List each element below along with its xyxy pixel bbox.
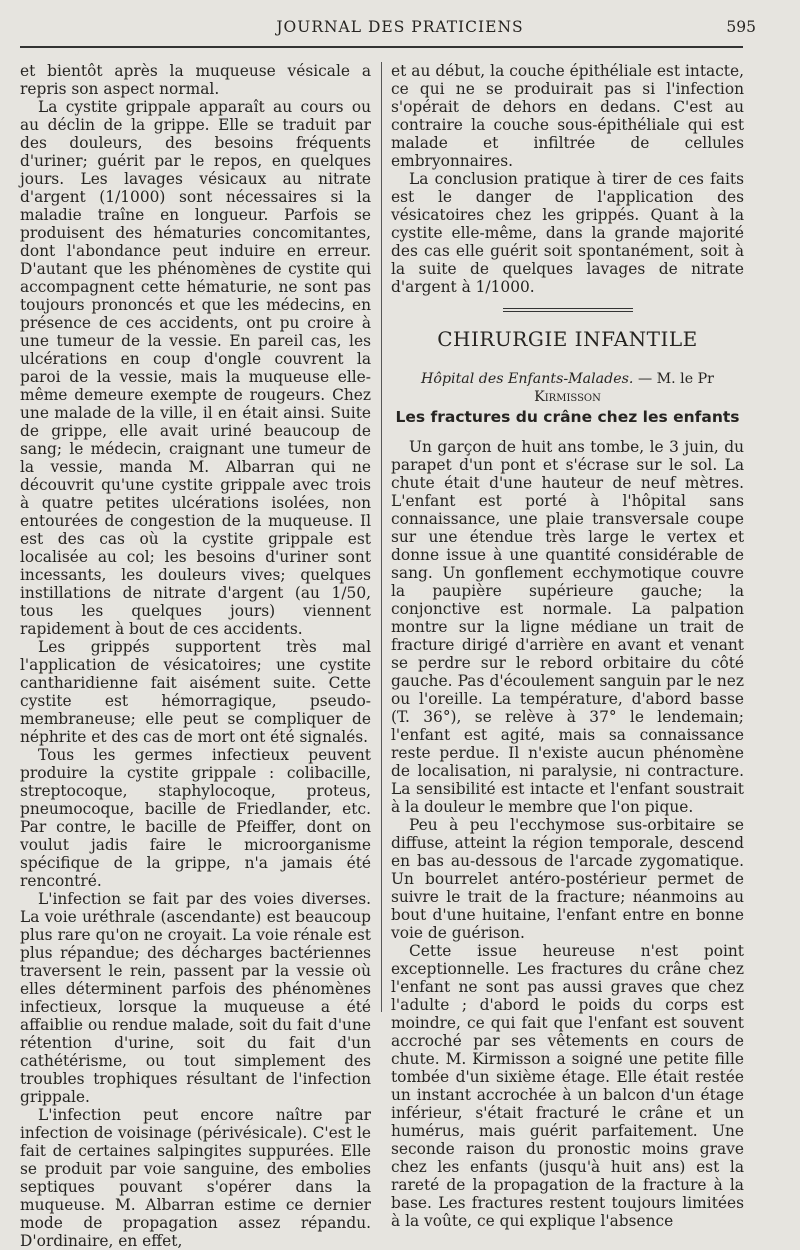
paragraph: La conclusion pratique à tirer de ces faits est le danger de l'application des vésicatoires chez les grippés. Quant à la cystite elle-même, dans la grande majorité des cas elle guérit soit spontanément, soit à la suite de quelques lavages de nitrate d'argent à 1/1000. [391, 170, 744, 296]
column-divider [381, 62, 382, 1012]
paragraph: Peu à peu l'ecchymose sus-orbitaire se diffuse, atteint la région temporale, descend en bas au-dessous de l'arcade zygomatique. Un bourrelet antéro-postérieur permet de suivre le trait de la fracture; néanmoins au bout d'une huitaine, l'enfant entre en bonne voie de guérison. [391, 816, 744, 942]
paragraph: Cette issue heureuse n'est point exceptionnelle. Les fractures du crâne chez l'enfant ne sont pas aussi graves que chez l'adulte ; d'abord le poids du corps est moindre, ce qui fait que l'enfant est souvent accroché par ses vêtements en cours de chute. M. Kirmisson a soigné une petite fille tombée d'un sixième étage. Elle était restée un instant accrochée à un balcon d'un étage inférieur, s'était fracturé le crâne et un humérus, mais guérit parfaitement. Une seconde raison du pronostic moins grave chez les enfants (jusqu'à huit ans) est la rareté de la propagation de la fracture à la base. Les fractures restent toujours limitées à la voûte, ce qui explique l'absence [391, 942, 744, 1230]
header-rule [20, 46, 743, 48]
running-head [20, 18, 780, 40]
article-source [391, 370, 744, 406]
paragraph: Tous les germes infectieux peuvent produire la cystite grippale : colibacille, streptocoque, staphylocoque, proteus, pneumocoque, bacille de Friedlander, etc. Par contre, le bacille de Pfeiffer, dont on voulut jadis faire le microorganisme spécifique de la grippe, n'a jamais été rencontré. [20, 746, 371, 890]
paragraph: L'infection se fait par des voies diverses. La voie uréthrale (ascendante) est beaucoup plus rare qu'on ne croyait. La voie rénale est plus répandue; des décharges bactériennes traversent le rein, passent par la vessie où elles déterminent parfois des phénomènes infectieux, lorsque la muqueuse a été affaiblie ou rendue malade, soit du fait d'une rétention d'urine, soit du fait d'un cathétérisme, ou tout simplement des troubles trophiques résultant de l'infection grippale. [20, 890, 371, 1106]
section-title: CHIRURGIE INFANTILE [437, 327, 698, 351]
paragraph: Un garçon de huit ans tombe, le 3 juin, du parapet d'un pont et s'écrase sur le sol. La chute était d'une hauteur de neuf mètres. L'enfant est porté à l'hôpital sans connaissance, une plaie transversale coupe sur une étendue très large le vertex et donne issue à une quantité considérable de sang. Un gonflement ecchymotique couvre la paupière supérieure gauche; la conjonctive est normale. La palpation montre sur la ligne médiane un trait de fracture dirigé d'arrière en avant et venant se perdre sur le rebord orbitaire du côté gauche. Pas d'écoulement sanguin par le nez ou l'oreille. La température, d'abord basse (T. 36°), se relève à 37° le lendemain; l'enfant est agité, mais sa connaissance reste perdue. Il n'existe aucun phénomène de localisation, ni paralysie, ni contracture. La sensibilité est intacte et l'enfant soustrait à la douleur le membre que l'on pique. [391, 438, 744, 816]
paragraph: et au début, la couche épithéliale est intacte, ce qui ne se produirait pas si l'infection s'opérait de dehors en dedans. C'est au contraire la couche sous-épithéliale qui est malade et infiltrée de cellules embryonnaires. [391, 62, 744, 170]
section-separator [503, 308, 633, 314]
paragraph: et bientôt après la muqueuse vésicale a repris son aspect normal. [20, 62, 371, 98]
paragraph: L'infection peut encore naître par infection de voisinage (périvésicale). C'est le fait de certaines salpingites suppurées. Elle se produit par voie sanguine, des embolies septiques pouvant s'opérer dans la muqueuse. M. Albarran estime ce dernier mode de propagation assez répandu. D'ordinaire, en effet, [20, 1106, 371, 1250]
source-hospital: Hôpital des Enfants-Malades. [421, 371, 634, 387]
article-title: Les fractures du crâne chez les enfants [395, 408, 740, 426]
page-number: 595 [726, 18, 756, 36]
left-column [20, 62, 371, 1250]
right-column [391, 62, 744, 1230]
source-author-prefix: — M. le Pr [637, 371, 714, 387]
paragraph: La cystite grippale apparaît au cours ou au déclin de la grippe. Elle se traduit par des douleurs, des besoins fréquents d'uriner; guérit par le repos, en quelques jours. Les lavages vésicaux au nitrate d'argent (1/1000) sont nécessaires si la maladie traîne en longueur. Parfois se produisent des hématuries concomitantes, dont l'abondance peut induire en erreur. D'autant que les phénomènes de cystite qui accompagnent cette hématurie, ne sont pas toujours prononcés et que les médecins, en présence de ces accidents, ont pu croire à une tumeur de la vessie. En pareil cas, les ulcérations en coup d'ongle couvrent la paroi de la vessie, mais la muqueuse elle-même demeure exempte de rougeurs. Chez une malade de la ville, il en était ainsi. Suite de grippe, elle avait uriné beaucoup de sang; le médecin, craignant une tumeur de la vessie, manda M. Albarran qui ne découvrit qu'une cystite grippale avec trois à quatre petites ulcérations isolées, non entourées de congestion de la muqueuse. Il est des cas où la cystite grippale est localisée au col; les besoins d'uriner sont incessants, les douleurs vives; quelques instillations de nitrate d'argent (au 1/50, tous les quelques jours) viennent rapidement à bout de ces accidents. [20, 98, 371, 638]
journal-title: JOURNAL DES PRATICIENS [276, 18, 524, 36]
paragraph: Les grippés supportent très mal l'application de vésicatoires; une cystite cantharidienne fait aisément suite. Cette cystite est hémorragique, pseudo-membraneuse; elle peut se compliquer de néphrite et des cas de mort ont été signalés. [20, 638, 371, 746]
source-author-name: Kirmisson [534, 389, 601, 405]
